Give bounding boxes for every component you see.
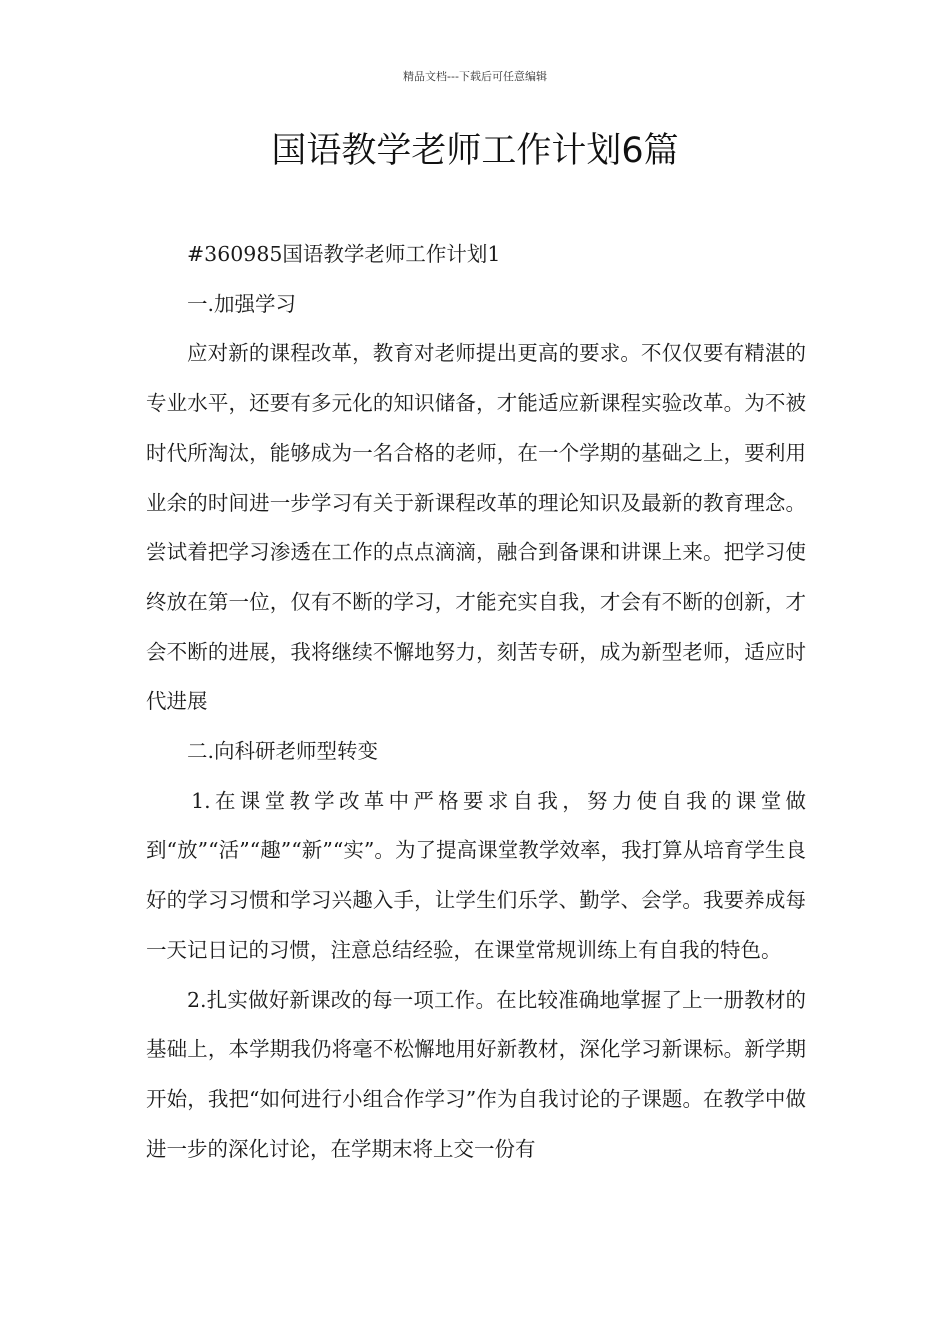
document-body (146, 230, 806, 1174)
section-heading-2: 二.向科研老师型转变 (187, 739, 379, 764)
paragraph-learning: 应对新的课程改革，教育对老师提出更高的要求。不仅仅要有精湛的专业水平，还要有多元化的知识储备，才能适应新课程实验改革。为不被时代所淘汰，能够成为一名合格的老师，在一个学期的基础之上，要利用业余的时间进一步学习有关于新课程改革的理论知识及最新的教育理念。尝试着把学习渗透在工作的点点滴滴，融合到备课和讲课上来。把学习使终放在第一位，仅有不断的学习，才能充实自我，才会有不断的创新，才会不断的进展，我将继续不懈地努力，刻苦专研，成为新型老师，适应时代进展 (146, 341, 806, 714)
document-title: 国语教学老师工作计划6篇 (271, 131, 679, 171)
paragraph-item-2: 2.扎实做好新课改的每一项工作。在比较准确地掌握了上一册教材的基础上，本学期我仍将毫不松懈地用好新教材，深化学习新课标。新学期开始，我把“如何进行小组合作学习”作为自我讨论的子课题。在教学中做进一步的深化讨论，在学期末将上交一份有 (146, 987, 806, 1161)
section-subtitle: #360985国语教学老师工作计划1 (187, 242, 501, 266)
header-note: 精品文档---下载后可任意编辑 (403, 70, 547, 83)
paragraph-item-1: 1.在课堂教学改革中严格要求自我，努力使自我的课堂做到“放”“活”“趣”“新”“实”。为了提高课堂教学效率，我打算从培育学生良好的学习习惯和学习兴趣入手，让学生们乐学、勤学、会学。我要养成每一天记日记的习惯，注意总结经验，在课堂常规训练上有自我的特色。 (146, 788, 806, 962)
section-heading-1: 一.加强学习 (187, 291, 297, 316)
